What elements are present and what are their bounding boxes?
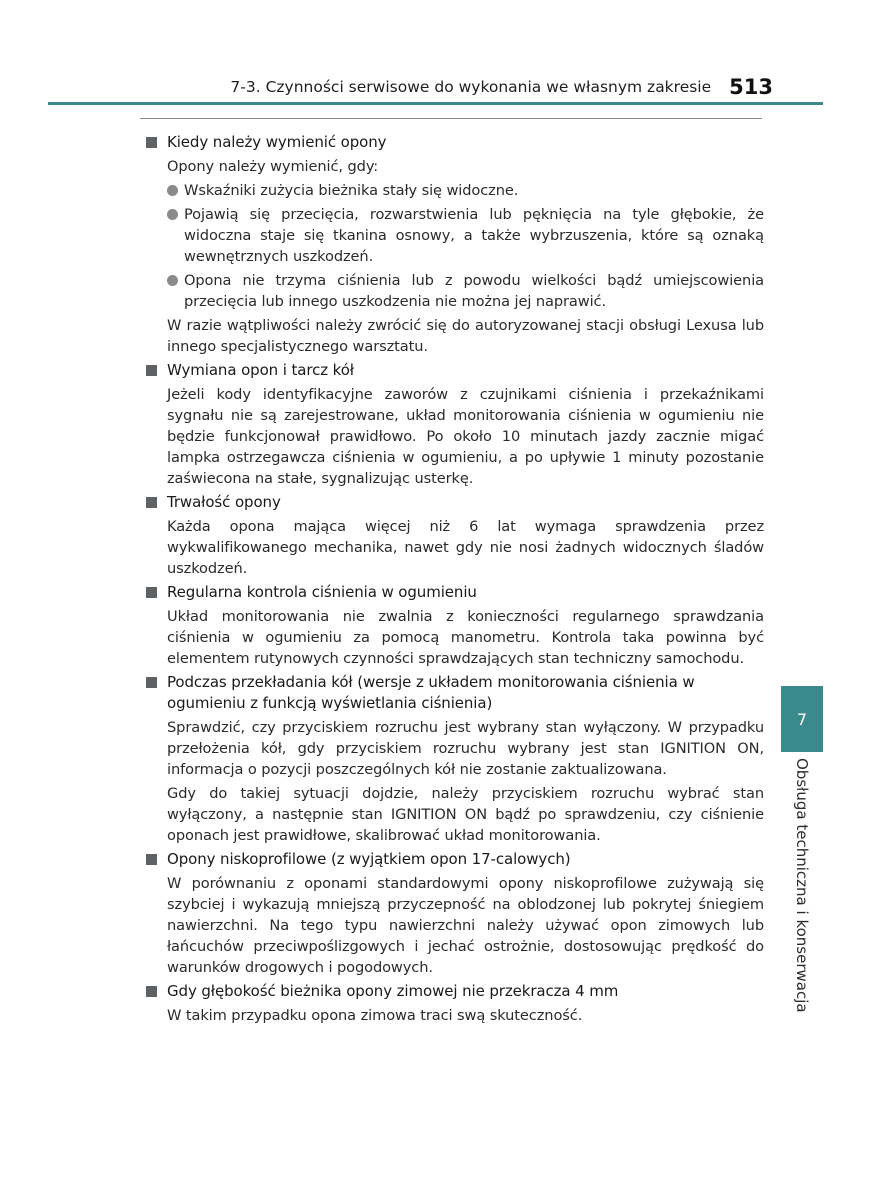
- section-wymiana-opon: [146, 360, 764, 489]
- square-bullet-icon: [146, 497, 157, 508]
- paragraph: Opony należy wymienić, gdy:: [167, 158, 379, 175]
- content-top-rule: [140, 118, 762, 119]
- section-heading: [146, 849, 764, 870]
- list-item: [167, 204, 764, 267]
- section-heading: [146, 360, 764, 381]
- section-body: [167, 384, 764, 489]
- section-body: [167, 1005, 764, 1026]
- page-header: [0, 72, 823, 102]
- section-body: [167, 156, 764, 177]
- section-heading-text: Regularna kontrola ciśnienia w ogumieniu: [167, 583, 477, 601]
- list-item: [167, 180, 764, 201]
- square-bullet-icon: [146, 137, 157, 148]
- section-body: [167, 873, 764, 978]
- list-item-text: Wskaźniki zużycia bieżnika stały się widoczne.: [184, 182, 519, 199]
- page-number: 513: [729, 75, 773, 99]
- chapter-number: 7: [796, 709, 808, 729]
- paragraph: Gdy do takiej sytuacji dojdzie, należy przyciskiem rozruchu wybrać stan wyłączony, a następnie stan IGNITION ON bądź po sprawdzeniu, czy ciśnienie oponach jest prawidłowe, skalibrować układ monitorowania.: [167, 785, 764, 844]
- list-item: [167, 270, 764, 312]
- section-przekladanie-kol: [146, 672, 764, 846]
- square-bullet-icon: [146, 587, 157, 598]
- square-bullet-icon: [146, 677, 157, 688]
- section-heading: [146, 492, 764, 513]
- section-body: [167, 606, 764, 669]
- page-content: [146, 132, 764, 1029]
- chapter-label: Obsługa techniczna i konserwacja: [793, 758, 811, 1013]
- section-heading: [146, 132, 764, 153]
- section-heading-text: Podczas przekładania kół (wersje z układem monitorowania ciśnienia w ogumieniu z funkcją wyświetlania ciśnienia): [167, 673, 695, 712]
- section-kontrola-cisnienia: [146, 582, 764, 669]
- header-rule: [48, 102, 823, 105]
- square-bullet-icon: [146, 986, 157, 997]
- dot-bullet-icon: [167, 185, 178, 196]
- paragraph: W takim przypadku opona zimowa traci swą skuteczność.: [167, 1007, 583, 1024]
- section-heading-text: Kiedy należy wymienić opony: [167, 133, 387, 151]
- paragraph: Sprawdzić, czy przyciskiem rozruchu jest wybrany stan wyłączony. W przypadku przełożenia kół, gdy przyciskiem rozruchu wybrany jest stan IGNITION ON, informacja o pozycji poszczególnych kół nie zostanie zaktualizowana.: [167, 719, 764, 778]
- section-opony-niskoprofilowe: [146, 849, 764, 978]
- paragraph: Jeżeli kody identyfikacyjne zaworów z czujnikami ciśnienia i przekaźnikami sygnału nie są zarejestrowane, układ monitorowania ciśnienia w ogumieniu nie będzie funkcjonował prawidłowo. Po około 10 minutach jazdy zacznie migać lampka ostrzegawcza ciśnienia w ogumieniu, a po upływie 1 minuty pozostanie zaświecona na stałe, sygnalizując usterkę.: [167, 386, 764, 487]
- section-body: [167, 315, 764, 357]
- section-heading-text: Gdy głębokość bieżnika opony zimowej nie przekracza 4 mm: [167, 982, 619, 1000]
- section-heading-text: Opony niskoprofilowe (z wyjątkiem opon 17-calowych): [167, 850, 571, 868]
- list-item-text: Pojawią się przecięcia, rozwarstwienia lub pęknięcia na tyle głębokie, że widoczna staje się tkanina osnowy, a także wybrzuszenia, które są oznaką wewnętrznych uszkodzeń.: [184, 206, 764, 265]
- section-body: [167, 717, 764, 846]
- dot-bullet-icon: [167, 209, 178, 220]
- paragraph: W razie wątpliwości należy zwrócić się do autoryzowanej stacji obsługi Lexusa lub innego specjalistycznego warsztatu.: [167, 317, 764, 355]
- chapter-tab: [781, 686, 823, 752]
- section-body: [167, 516, 764, 579]
- section-heading: [146, 672, 764, 714]
- paragraph: Układ monitorowania nie zwalnia z konieczności regularnego sprawdzania ciśnienia w ogumieniu za pomocą manometru. Kontrola taka powinna być elementem rutynowych czynności sprawdzających stan techniczny samochodu.: [167, 608, 764, 667]
- paragraph: W porównaniu z oponami standardowymi opony niskoprofilowe zużywają się szybciej i wykazują mniejszą przyczepność na oblodzonej lub pokrytej śniegiem nawierzchni. Na tego typu nawierzchni należy używać opon zimowych lub łańcuchów przeciwpoślizgowych i jechać ostrożnie, dostosowując prędkość do warunków drogowych i pogodowych.: [167, 875, 764, 976]
- section-trwalosc-opony: [146, 492, 764, 579]
- section-heading: [146, 582, 764, 603]
- header-title: 7-3. Czynności serwisowe do wykonania we własnym zakresie: [230, 78, 712, 96]
- paragraph: Każda opona mająca więcej niż 6 lat wymaga sprawdzenia przez wykwalifikowanego mechanika, nawet gdy nie nosi żadnych widocznych śladów uszkodzeń.: [167, 518, 764, 577]
- list-item-text: Opona nie trzyma ciśnienia lub z powodu wielkości bądź umiejscowienia przecięcia lub innego uszkodzenia nie można jej naprawić.: [184, 272, 764, 310]
- section-heading: [146, 981, 764, 1002]
- dot-bullet-icon: [167, 275, 178, 286]
- section-glebokosc-bieznika: [146, 981, 764, 1026]
- square-bullet-icon: [146, 854, 157, 865]
- section-heading-text: Trwałość opony: [167, 493, 281, 511]
- section-kiedy-wymienic: [146, 132, 764, 357]
- section-heading-text: Wymiana opon i tarcz kół: [167, 361, 354, 379]
- square-bullet-icon: [146, 365, 157, 376]
